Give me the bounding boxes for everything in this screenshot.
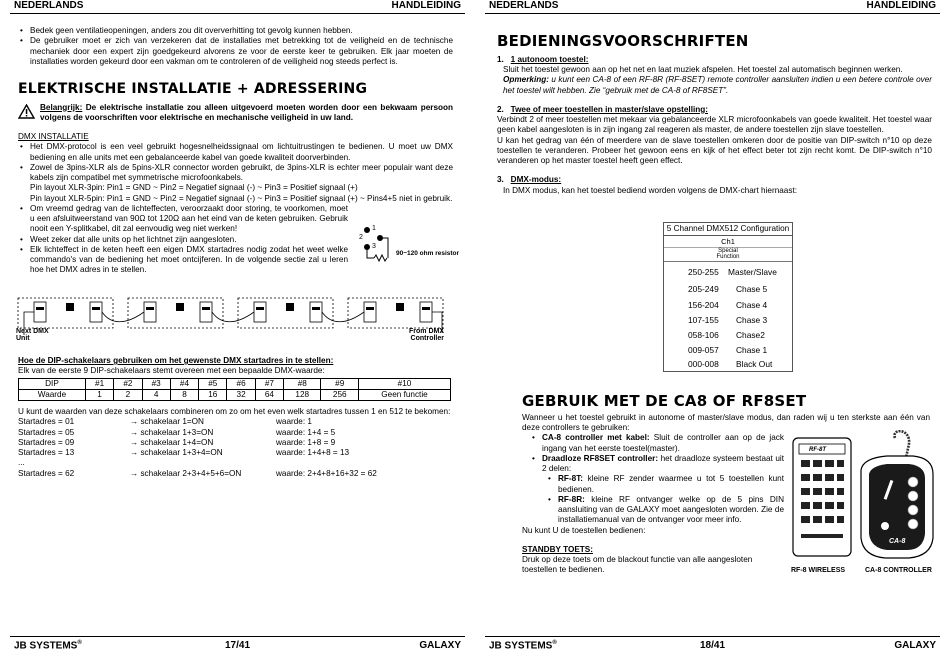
list-item: • De gebruiker moet er zich van verzekeren dat de installaties met betrekking tot de veiligheid en de technische mechaniek door een expert zijn goedgekeurd alvorens ze voor de eerste keer te gebruiken. Elk jaar moeten de installaties worden gekeurd door een vakman om te controleren of de veiligheid nog steeds perfect is. [18, 36, 453, 67]
chart-channel: Ch1 [664, 236, 792, 248]
pin-label: 3 [372, 243, 376, 250]
rf-sub-bullets [542, 474, 784, 525]
table-cell: #5 [199, 378, 227, 389]
step-number: 2. [497, 104, 504, 114]
dmx-range: 009-057 [688, 345, 719, 355]
address-value: waarde: 1+4+8 = 13 [276, 448, 350, 457]
address-row [18, 448, 451, 458]
step-1-text: Sluit het toestel gewoon aan op het net en laat muziek afspelen. Het toestel zal automatisch beginnen werken. [503, 65, 903, 74]
rf8t-label: RF-8T: [558, 474, 584, 484]
footer-product: GALAXY [894, 640, 936, 651]
table-cell: #6 [227, 378, 255, 389]
standby-title: STANDBY TOETS: [522, 544, 593, 554]
dmx-bullets-2 [18, 204, 348, 276]
address-switch: → schakelaar 1+3+4=ON [130, 448, 223, 457]
address-switch: → schakelaar 1=ON [130, 417, 204, 427]
rf8r-label: RF-8R: [558, 494, 585, 504]
address-start: Startadres = 13 [18, 448, 75, 457]
section-title: ELEKTRISCHE INSTALLATIE + ADRESSERING [18, 81, 368, 97]
step-2-text: Verbindt 2 of meer toestellen met mekaar via gebalanceerde XLR microfoonkabels van goede kwaliteit. Het toestel waar geen kabel aangesloten is in zijn ingang zal reageren als master, de andere toestellen zijn slave toestellen. [497, 115, 932, 135]
table-cell: #3 [142, 378, 170, 389]
resistor-label: 90~120 ohm resistor [396, 250, 460, 257]
pin-label: 1 [372, 225, 376, 232]
list-item [18, 163, 453, 204]
brand-text: JB SYSTEMS [14, 640, 78, 652]
table-cell: 32 [227, 389, 255, 400]
table-cell: #10 [359, 378, 451, 389]
header-language: NEDERLANDS [14, 0, 84, 11]
address-start: Startadres = 09 [18, 437, 75, 447]
section-title: GEBRUIK MET DE CA8 OF RF8SET [522, 392, 807, 410]
pin-layout-5: Pin layout XLR-5pin: Pin1 = GND ~ Pin2 = Negatief signaal (-) ~ Pin3 = Positief signaal (+) ~ Pins4+5 niet in gebruik. [30, 193, 453, 203]
ca8-label: CA-8 controller met kabel: [542, 433, 650, 443]
table-cell: 256 [321, 389, 359, 400]
header-manual: HANDLEIDING [866, 0, 936, 11]
controller-bullets [522, 433, 784, 525]
list-item [530, 433, 784, 454]
list-item: • Om vreemd gedrag van de lichteffecten, veroorzaakt door storing, te voorkomen, moet u een afsluitweerstand van 90Ω tot 120Ω aan het eind van de keten gebruiken. Gebruik nooit een Y-splitkabel, dit zal eenvoudig weg niet werken! [18, 204, 348, 235]
address-value: waarde: 1+4 = 5 [276, 427, 336, 437]
address-ellipsis: ... [18, 458, 25, 468]
dmx-range: 250-255 [688, 267, 719, 277]
dmx-title: DMX INSTALLATIE [18, 132, 89, 141]
chart-title: 5 Channel DMX512 Configuration [664, 223, 792, 236]
controllers-illustration [791, 430, 935, 575]
address-row [18, 428, 451, 438]
pin-layout-3: Pin layout XLR-3pin: Pin1 = GND ~ Pin2 = Negatief signaal (-) ~ Pin3 = Positief signaal (+) [30, 183, 358, 193]
table-cell: Geen functie [359, 389, 451, 400]
address-start: Startadres = 05 [18, 427, 75, 437]
dmx-function: Master/Slave [728, 267, 777, 277]
page-header [10, 0, 465, 14]
dmx-function: Chase 3 [736, 315, 768, 325]
address-row [18, 417, 451, 427]
table-cell: 128 [284, 389, 321, 400]
now-text: Nu kunt U de toestellen bedienen: [522, 525, 646, 535]
xlr-diagram [360, 224, 460, 272]
list-item: • Het DMX-protocol is een veel gebruikt hogesnelheidssignaal om lichtuitrustingen te bedienen. U moet uw DMX bediening en alle units met een gebalanceerde kabel van goede kwaliteit doorverbinden. [18, 142, 453, 163]
rf-label: Draadloze RF8SET controller: [542, 453, 659, 463]
list-item: • Weet zeker dat alle units op het lichtnet zijn aangesloten. [18, 235, 348, 245]
page-footer [10, 636, 465, 652]
table-row [19, 389, 451, 400]
dmx-function: Chase 5 [736, 284, 768, 294]
step-3-text: In DMX modus, kan het toestel bediend worden volgens de DMX-chart hiernaast: [503, 185, 797, 195]
address-switch: → schakelaar 1+3=ON [130, 427, 214, 437]
table-cell: 8 [170, 389, 198, 400]
intro-bullets [18, 26, 453, 67]
address-start: Startadres = 62 [18, 468, 75, 478]
list-item [530, 454, 784, 526]
step-1-note [497, 75, 932, 96]
page-footer [485, 636, 940, 652]
caption-ca: CA-8 CONTROLLER [865, 567, 932, 574]
rf8t-text: kleine RF zender waarmee u tot 5 toestellen kunt bedienen. [558, 474, 784, 494]
table-cell: 16 [199, 389, 227, 400]
header-language: NEDERLANDS [489, 0, 559, 11]
right-content [497, 30, 932, 196]
table-cell: #4 [170, 378, 198, 389]
list-item [546, 495, 784, 526]
dmx-range: 107-155 [688, 315, 719, 325]
warning-icon [18, 104, 35, 119]
warning-block [18, 103, 453, 124]
step-number: 3. [497, 175, 504, 185]
warning-text: De elektrische installatie zou alleen uitgevoerd moeten worden door een bekwaam persoon volgens de voorschriften voor elektrische en mechanische veiligheid in uw land. [40, 102, 453, 122]
table-cell: #7 [255, 378, 283, 389]
next-unit-label: Next DMX Unit [16, 328, 49, 343]
dip-subtitle: Elk van de eerste 9 DIP-schakelaars stemt overeen met een bepaalde DMX-waarde: [18, 366, 325, 376]
ca-device-label: CA-8 [889, 538, 906, 545]
table-cell: 1 [85, 389, 113, 400]
caption-rf: RF-8 WIRELESS [791, 567, 846, 574]
dmx-chart [663, 222, 793, 372]
table-cell: #2 [114, 378, 142, 389]
controller-intro: Wanneer u het toestel gebruikt in autonome of master/slave modus, dan raden wij u ten sterkste aan één van deze controllers te gebruiken: [522, 412, 930, 432]
step-title: DMX-modus: [510, 175, 562, 185]
step-title: 1 autonoom toestel: [510, 54, 589, 64]
dmx-bullets [18, 142, 453, 204]
dmx-function: Chase2 [736, 330, 765, 340]
list-item [546, 474, 784, 495]
dmx-chain-diagram [16, 295, 456, 347]
address-start: Startadres = 01 [18, 417, 75, 427]
table-cell: 2 [114, 389, 142, 400]
table-cell: #8 [284, 378, 321, 389]
rf-device-label: RF-8T [809, 447, 826, 453]
dip-table [18, 378, 451, 402]
header-manual: HANDLEIDING [391, 0, 461, 11]
dmx-function: Chase 1 [736, 345, 768, 355]
page-header [485, 0, 940, 14]
list-item-text: Zowel de 3pins-XLR als de 5pins-XLR connector worden gebruikt, de 3pins-XLR is echter meer populair want deze kabels zijn compatibel met symmetrische microfoonkabels. [30, 162, 453, 182]
section-title: BEDIENINGSVOORSCHRIFTEN [497, 32, 749, 50]
step-number: 1. [497, 54, 504, 64]
list-item: • Bedek geen ventilatieopeningen, anders zou dit oververhitting tot gevolg kunnen hebben. [18, 26, 453, 36]
address-value: waarde: 1+8 = 9 [276, 437, 336, 447]
footer-product: GALAXY [419, 640, 461, 651]
table-cell: Waarde [19, 389, 86, 400]
address-row [18, 438, 451, 448]
dmx-range: 156-204 [688, 300, 719, 310]
step-3-heading [497, 175, 932, 185]
chart-divider [664, 261, 792, 262]
chart-function: Function [716, 254, 740, 260]
table-cell: 64 [255, 389, 283, 400]
step-title: Twee of meer toestellen in master/slave opstelling: [510, 104, 708, 114]
table-row [19, 378, 451, 389]
dmx-function: Chase 4 [736, 300, 768, 310]
ca8-text: Sluit de controller aan op de jack ingang van het eerste toestel(master). [542, 433, 784, 453]
dip-title: Hoe de DIP-schakelaars gebruiken om het gewenste DMX startadres in te stellen: [18, 356, 334, 365]
step-1-heading [497, 55, 932, 65]
dmx-function: Black Out [736, 359, 773, 369]
table-cell: 4 [142, 389, 170, 400]
dmx-range: 000-008 [688, 359, 719, 369]
standby-text: Druk op deze toets om de blackout functie van alle aangesloten toestellen te bedienen. [522, 555, 753, 575]
rf-text: het draadloze systeem bestaat uit 2 delen: [542, 453, 784, 473]
address-switch: → schakelaar 1+4=ON [130, 437, 214, 447]
table-cell: DIP [19, 378, 86, 389]
address-value: waarde: 2+4+8+16+32 = 62 [276, 468, 377, 478]
footer-page-number: 18/41 [699, 640, 726, 651]
step-2-text-2: U kan het gedrag van één of meerdere van de slave toestellen omkeren door de positie van DIP-switch n°10 op deze toestellen te veranderen. Probeer het gewoon eens en kijk of het effect beter tot zijn recht komt. De DIP-switch n°10 veranderen op het master toestel heeft geen effect. [497, 135, 932, 165]
brand-text: JB SYSTEMS [489, 640, 553, 652]
right-page [475, 0, 950, 654]
rf8r-text: kleine RF ontvanger welke op de 5 pins DIN aansluiting van de GALAXY moet aangesloten worden. Zie de installatiemanual van de ontvanger voor meer info. [558, 494, 784, 525]
dmx-range: 205-249 [688, 284, 719, 294]
from-controller-label: From DMX Controller [409, 328, 444, 343]
address-switch: → schakelaar 2+3+4+5+6=ON [130, 468, 242, 478]
note-label: Opmerking: [503, 75, 549, 85]
table-cell: #1 [85, 378, 113, 389]
list-item: • Elk lichteffect in de keten heeft een eigen DMX startadres nodig zodat het weet welke commando's van de bediening het moet ontcijferen. In de volgende sectie zal u leren hoe het DMX adres in te stellen. [18, 245, 348, 276]
registered-mark: ® [77, 640, 82, 646]
step-2-heading [497, 105, 932, 115]
address-value: waarde: 1 [276, 417, 312, 427]
dip-section [18, 356, 451, 479]
table-cell: #9 [321, 378, 359, 389]
chart-special: Special [718, 248, 738, 254]
address-row [18, 469, 451, 479]
dmx-range: 058-106 [688, 330, 719, 340]
note-text: u kunt een CA-8 of een RF-8R (RF-8SET) remote controller aansluiten indien u een betere controle over het toestel wilt hebben. Zie “gebruik met de CA-8 of RF8SET”. [503, 75, 932, 95]
footer-page-number: 17/41 [224, 640, 251, 651]
registered-mark: ® [552, 640, 557, 646]
pin-label: 2 [359, 234, 363, 241]
combine-text: U kunt de waarden van deze schakelaars combineren om zo om het even welk startadres tussen 1 en 512 te bekomen: [18, 407, 451, 416]
warning-label: Belangrijk: [40, 102, 83, 112]
